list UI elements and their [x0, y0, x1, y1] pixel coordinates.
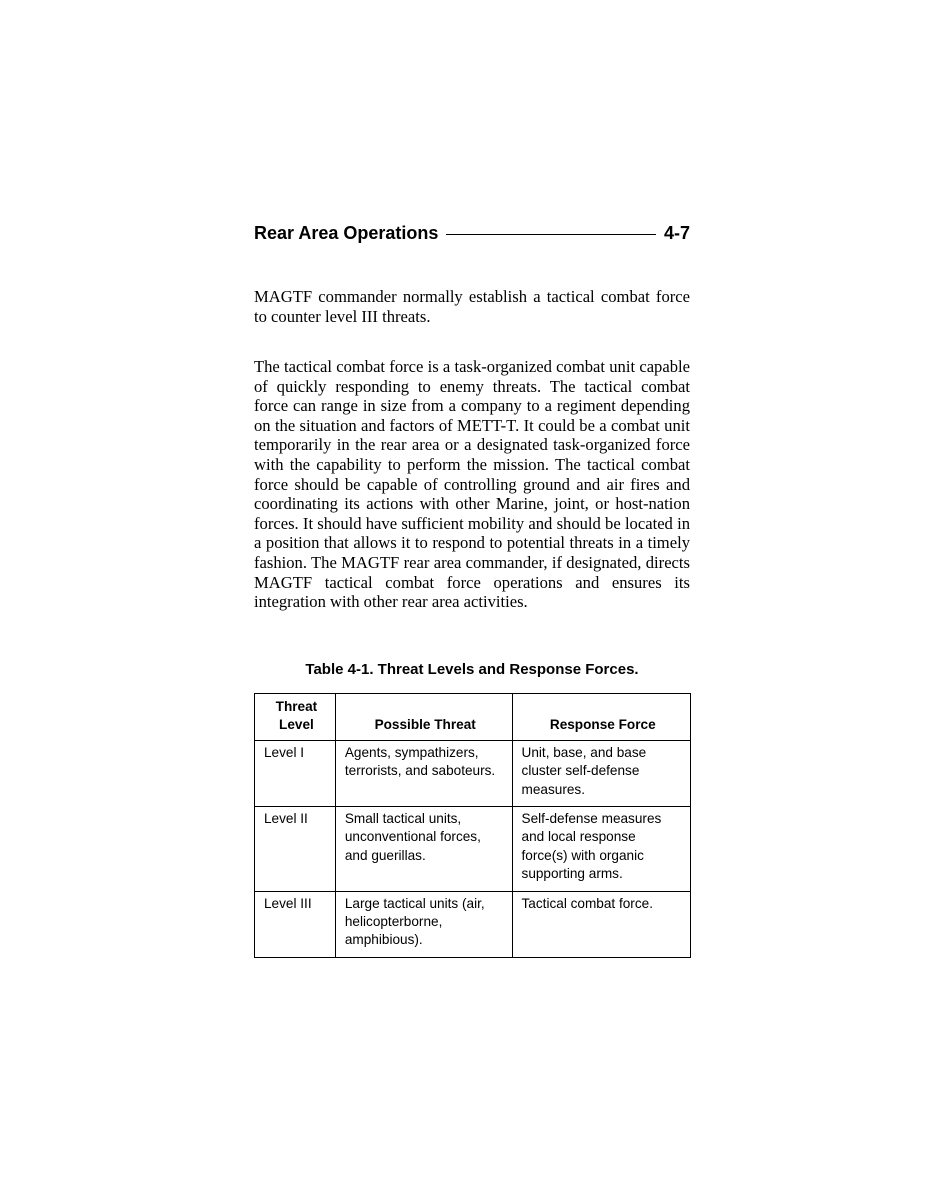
- cell-threat: Agents, sympathizers, terrorists, and saboteurs.: [335, 740, 512, 806]
- cell-threat: Large tactical units (air, helicopterborne, amphibious).: [335, 891, 512, 957]
- cell-level: Level I: [255, 740, 336, 806]
- running-header: [254, 220, 690, 246]
- section-title: Rear Area Operations: [254, 222, 439, 243]
- cell-response: Tactical combat force.: [512, 891, 690, 957]
- table-row: [255, 891, 691, 957]
- header-threat-level: [255, 694, 336, 741]
- header-threat-level-line1: Threat: [275, 699, 318, 714]
- header-response-force: Response Force: [512, 694, 690, 741]
- table-row: [255, 740, 691, 806]
- header-rule: [446, 234, 656, 235]
- body-paragraph-1: MAGTF commander normally establish a tactical combat force to counter level III threats.: [254, 287, 690, 326]
- header-threat-level-line2: Level: [279, 717, 314, 733]
- header-possible-threat: Possible Threat: [335, 694, 512, 741]
- threat-levels-table: [254, 693, 691, 958]
- table-caption: Table 4-1. Threat Levels and Response Forces.: [305, 661, 639, 678]
- page-number: 4-7: [663, 222, 690, 243]
- cell-response: Self-defense measures and local response force(s) with organic supporting arms.: [512, 807, 690, 892]
- cell-level: Level III: [255, 891, 336, 957]
- cell-threat: Small tactical units, unconventional forces, and guerillas.: [335, 807, 512, 892]
- cell-response: Unit, base, and base cluster self-defense measures.: [512, 740, 690, 806]
- cell-level: Level II: [255, 807, 336, 892]
- table-row: [255, 807, 691, 892]
- body-paragraph-2: The tactical combat force is a task-organized combat unit capable of quickly responding to enemy threats. The tactical combat force can range in size from a company to a regiment depending on the situation and factors of METT-T. It could be a combat unit temporarily in the rear area or a designated task-organized force with the capability to perform the mission. The tactical combat force should be capable of controlling ground and air fires and coordinating its actions with other Marine, joint, or host-nation forces. It should have sufficient mobility and should be located in a position that allows it to respond to potential threats in a timely fashion. The MAGTF rear area commander, if designated, directs MAGTF tactical combat force operations and ensures its integration with other rear area activities.: [254, 357, 690, 612]
- table-header-row: [255, 694, 691, 741]
